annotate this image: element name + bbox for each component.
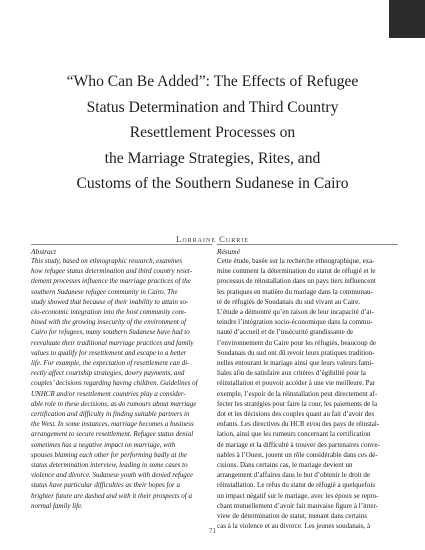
text-line: de mariage et la difficulté à trouver des partenaires conve-	[217, 440, 380, 449]
text-line: brighter future are dashed and with it their prospects of a	[31, 491, 192, 500]
text-line: lation, ainsi que les rumeurs concernant la certification	[217, 430, 371, 439]
text-line: enfants. Les directives du HCR et/ou des pays de réinstal-	[217, 420, 380, 429]
text-line: rectly affect courtship strategies, dowry payments, and	[31, 369, 185, 378]
text-line: cisions. Dans certains cas, le mariage devient un	[217, 461, 353, 470]
text-line: UNHCR and/or resettlement countries play a consider-	[31, 389, 186, 398]
text-line: able role in these decisions, as do rumours about marriage	[31, 399, 197, 408]
text-line: mine comment la détermination du statut de réfugié et le	[217, 267, 376, 276]
abstract-text	[31, 256, 212, 511]
text-line: arrangement d’affaires dans le but d’obtenir le droit de	[217, 471, 371, 480]
text-line: chant mutuellement d’avoir fait mauvaise figure à l’inter-	[217, 501, 378, 510]
text-line: values to qualify for resettlement and escape to a better	[31, 348, 187, 357]
text-line: té de réfugiés de Soudanais du sud vivant au Caire.	[217, 297, 361, 306]
text-line: spouses blaming each other for performing badly at the	[31, 450, 187, 459]
text-line: violence and divorce. Sudanese youth with denied refugee	[31, 471, 193, 480]
text-line: status have particular difficulties as their hopes for a	[31, 481, 180, 490]
text-line: L’étude a démontré qu’en raison de leur incapacité d’at-	[217, 308, 374, 317]
article-title	[20, 69, 405, 197]
text-line: tlement processes influence the marriage practices of the	[31, 277, 191, 286]
text-line: réinstallation et pouvoir accéder à une vie meilleure. Par	[217, 379, 376, 388]
text-line: l’environnement du Caire pour les réfugiés, beaucoup de	[217, 338, 377, 347]
text-line: nables à l’Ouest, jouent un rôle considérable dans ces dé-	[217, 450, 378, 459]
text-line: fecter les stratégies pour faire la cour, les paiements de la	[217, 399, 378, 408]
text-line: liales afin de satisfaire aux critères d’égibilité pour la	[217, 369, 366, 378]
text-line: the West. In some instances, marriage becomes a business	[31, 420, 194, 429]
text-line: reevaluate their traditional marriage practices and family	[31, 338, 194, 347]
text-line: cio-economic integration into the host community com-	[31, 308, 187, 317]
text-line: couples’ decisions regarding having children. Guidelines of	[31, 379, 198, 388]
text-line: view de détermination de statut, menant dans certains	[217, 512, 368, 521]
abstract-heading: Abstract	[31, 247, 57, 256]
author-name: Lorraine Currie	[176, 234, 249, 244]
text-line: les pratiques en matière du mariage dans la communau-	[217, 287, 373, 296]
text-line: un impact négatif sur le mariage, avec les époux se repro-	[217, 491, 379, 500]
text-line: nelles entourant le mariage ainsi que leurs valeurs fami-	[217, 359, 374, 368]
text-line: Cairo for refugees, many southern Sudanese have had to	[31, 328, 190, 337]
title-line: the Marriage Strategies, Rites, and	[104, 149, 321, 167]
text-line: study showed that because of their inability to attain so-	[31, 297, 189, 306]
text-line: Soudanais du sud ont dû revoir leurs pratiques tradition-	[217, 348, 375, 357]
title-line: Resettlement Processes on	[129, 124, 296, 141]
text-line: teindre l’intégration socio-économique dans la commu-	[217, 318, 373, 327]
text-line: sometimes has a negative impact on marriage, with	[31, 440, 176, 449]
text-line: exemple, l’espoir de la réinstallation peut directement af-	[217, 389, 378, 398]
title-line: “Who Can Be Added”: The Effects of Refugee	[66, 73, 359, 90]
title-line: Customs of the Southern Sudanese in Cairo	[76, 175, 349, 192]
text-line: arrangement to secure resettlement. Refugee status denial	[31, 430, 194, 439]
abstract-column	[31, 244, 212, 511]
resume-text	[217, 256, 398, 531]
corner-tab	[389, 0, 425, 38]
text-line: réinstallation. Le refus du statut de réfugié a quelquefois	[217, 481, 376, 490]
text-line: normal family life.	[31, 501, 83, 510]
page-number: 71	[209, 527, 216, 535]
title-line: Status Determination and Third Country	[86, 98, 339, 116]
text-line: certification and difficulty in finding suitable partners in	[31, 410, 190, 419]
text-line: bined with the growing insecurity of the environment of	[31, 318, 187, 327]
text-line: status determination interview, leading in some cases to	[31, 461, 188, 470]
text-line: cas à la violence et au divorce. Les jeunes soudanais, à	[217, 522, 371, 531]
text-line: how refugee status determination and third country reset-	[31, 267, 193, 276]
text-line: southern Sudanese refugee community in Cairo. The	[31, 287, 178, 296]
resume-heading: Résumé	[217, 247, 240, 256]
text-line: processus de réinstallation dans un pays tiers influencent	[217, 277, 376, 286]
text-line: Cette étude, basée sur la recherche ethnographique, exa-	[217, 257, 375, 265]
text-line: life. For example, the expectation of resettlement can di-	[31, 359, 190, 368]
resume-column	[217, 244, 398, 531]
text-line: nauté d’accueil et de l’insécurité grandissante de	[217, 328, 354, 337]
text-line: dot et les décisions des couples quant au fait d’avoir des	[217, 410, 375, 419]
text-line: This study, based on ethnographic research, examines	[31, 257, 183, 265]
